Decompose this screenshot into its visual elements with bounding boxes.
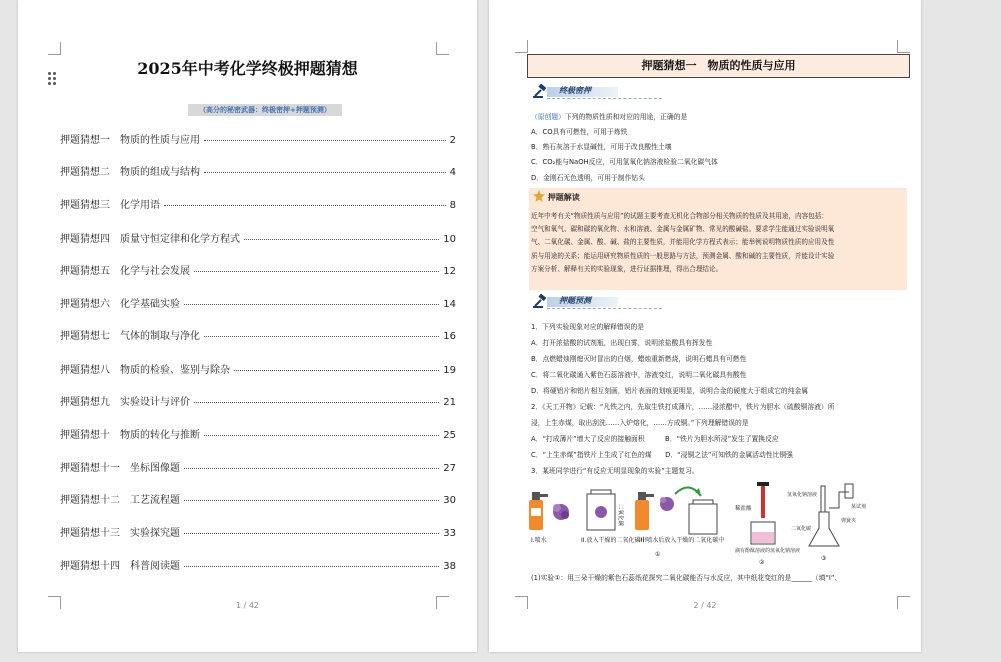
toc-entry[interactable]	[60, 163, 456, 178]
question-line: D．将硬铝片和铝片相互刻画，铝片表面的划痕更明显，说明合金的硬度大于组成它的纯金属	[531, 387, 809, 395]
toc-entry-label: 押题猜想四 质量守恒定律和化学方程式	[60, 234, 240, 245]
question-line: A．“打成薄片”增大了反应的接触面积 B．“铁片为胆水所浸”发生了置换反应	[531, 435, 779, 443]
toc-entry-label: 押题猜想十二 工艺流程题	[60, 495, 180, 506]
toc-leader-dots	[184, 566, 439, 567]
toc-entry[interactable]	[60, 196, 456, 211]
analysis-line: 方案分析、解释有关的实验现象，进行证据推理，得出合理结论。	[531, 264, 723, 273]
toc-leader-dots	[164, 205, 446, 206]
toc-entry-label: 押题猜想七 气体的制取与净化	[60, 331, 200, 342]
toc-entry-page: 4	[449, 167, 456, 178]
toc-entry-page: 16	[443, 331, 456, 342]
analysis-line: 近年中考有关“物质性质与应用”的试题主要考查无机化合物部分相关物质的性质及其用途，内容包括：	[531, 212, 828, 220]
figure-label: 二氧化碳	[617, 504, 623, 527]
toc-entry[interactable]	[60, 327, 456, 342]
toc-leader-dots	[184, 304, 439, 305]
original-tag: （原创题）	[531, 113, 565, 121]
toc-entry[interactable]	[60, 131, 456, 146]
toc-entry-page: 38	[443, 561, 456, 572]
analysis-title: 押题解读	[547, 193, 580, 202]
toc-leader-dots	[184, 468, 439, 469]
hammer-icon	[533, 294, 547, 308]
hammer-icon	[533, 84, 547, 98]
margin-corner	[515, 40, 528, 53]
toc-leader-dots	[204, 172, 446, 173]
toc-leader-dots	[204, 435, 439, 436]
experiment-figure	[529, 482, 869, 568]
analysis-line: 气、二氧化碳、金属、酸、碱、盐的主要性质，并能用化学方程式表示；能举例说明物质性质的应用及性	[531, 238, 835, 247]
figure-label: 稀盐酸	[735, 506, 752, 512]
spray-bottle-icon	[635, 492, 654, 530]
toc-entry[interactable]	[60, 262, 456, 277]
figure-label: 弹簧夹	[841, 518, 857, 524]
toc-entry-page: 30	[443, 495, 456, 506]
toc-leader-dots	[184, 500, 439, 501]
toc-entry[interactable]	[60, 459, 456, 474]
analysis-line: 空气和氧气、碳和碳的氧化物、水和溶液、金属与金属矿物、常见的酸碱盐。要求学生能通过实验说明氧	[531, 225, 835, 234]
toc-entry[interactable]	[60, 393, 456, 408]
toc-leader-dots	[234, 370, 439, 371]
toc-leader-dots	[244, 239, 439, 240]
document-page-2	[489, 0, 921, 652]
question-stem: （原创题）下列的物质性质和对应的用途，正确的是	[531, 113, 688, 121]
section-label-predict: 押题预测	[533, 294, 618, 308]
question-line: 2．《天工开物》记载：“凡铁之内，先取生铁打成薄片，……浸浓醋中，铁片为胆水（硫酸铜溶液）所	[531, 403, 835, 411]
figure-label: ③	[821, 555, 827, 562]
page-number: 2 / 42	[693, 601, 717, 610]
toc-entry-page: 19	[443, 365, 456, 376]
toc-entry-label: 押题猜想三 化学用语	[60, 200, 160, 211]
margin-corner	[48, 42, 61, 55]
question-line: (1)实验①：用三朵干燥的紫色石蕊纸花探究二氧化碳能否与水反应，其中纸花变红的是______（填“I”、	[531, 574, 842, 582]
star-icon	[533, 190, 545, 202]
toc-entry-label: 押题猜想九 实验设计与评价	[60, 397, 190, 408]
toc-entry-label: 押题猜想十一 坐标图像题	[60, 463, 180, 474]
toc-entry[interactable]	[60, 361, 456, 376]
toc-leader-dots	[204, 336, 439, 337]
toc-entry-label: 押题猜想一 物质的性质与应用	[60, 135, 200, 146]
figure-label: 滴有酚酞溶液的氢氧化钠溶液	[735, 548, 801, 554]
option-line: D．金刚石无色透明，可用于制作钻头	[531, 174, 645, 182]
question-line: C．“上生赤煤”指铁片上生成了红色的煤 D．“浸铜之法”可知铁的金属活动性比铜强	[531, 451, 793, 459]
margin-corner	[436, 42, 449, 55]
section-header: 押题猜想一 物质的性质与应用	[527, 54, 910, 78]
toc-leader-dots	[194, 402, 439, 403]
section-label-final: 终极密押	[533, 84, 618, 98]
question-line: 3．某班同学进行“有反应无明显现象的实验”主题复习。	[531, 467, 699, 475]
margin-corner	[897, 40, 910, 53]
toc-entry-label: 押题猜想十三 实验探究题	[60, 528, 180, 539]
question-line: A．打开浓盐酸的试剂瓶，出现白雾，说明浓盐酸具有挥发性	[531, 339, 713, 347]
toc-entry-label: 押题猜想十 物质的转化与推断	[60, 430, 200, 441]
question-line: B．点燃蜡烛刚熄灭时冒出的白烟，蜡烛重新燃烧，说明石蜡具有可燃性	[531, 355, 747, 363]
beaker-icon	[751, 522, 775, 544]
option-line: A．CO具有可燃性，可用于炼铁	[531, 128, 628, 136]
toc-entry-page: 27	[443, 463, 456, 474]
toc-entry-page: 14	[443, 299, 456, 310]
toc-entry[interactable]	[60, 491, 456, 506]
figure-label: II.放入干燥的二氧化碳中	[581, 537, 647, 544]
toc-entry-page: 12	[443, 266, 456, 277]
figure-label: 氢氧化钠溶液	[787, 492, 818, 498]
document-subtitle: （高分的秘密武器：终极密押+押题预测）	[188, 104, 342, 116]
toc-entry[interactable]	[60, 295, 456, 310]
toc-entry-page: 10	[443, 234, 456, 245]
figure-label: III.喷水后放入干燥的二氧化碳中	[639, 537, 725, 544]
question-line: C．将二氧化碳通入紫色石蕊溶液中，溶液变红，说明二氧化碳具有酸性	[531, 371, 747, 379]
flower-icon	[660, 497, 674, 511]
figure-label: 某试剂	[851, 504, 867, 510]
toc-entry[interactable]	[60, 230, 456, 245]
figure-label: 二氧化碳	[791, 526, 812, 532]
toc-entry-label: 押题猜想六 化学基础实验	[60, 299, 180, 310]
toc-leader-dots	[184, 533, 439, 534]
spray-bottle-icon	[529, 492, 548, 530]
option-line: C．CO₂能与NaOH反应，可用氢氧化钠溶液检验二氧化碳气体	[531, 158, 718, 166]
toc-entry-label: 押题猜想五 化学与社会发展	[60, 266, 190, 277]
document-page-1	[18, 0, 477, 652]
toc-leader-dots	[194, 271, 439, 272]
toc-entry[interactable]	[60, 426, 456, 441]
analysis-line: 质与用途的关系；能运用研究物质性质的一般思路与方法，预测金属、酸和碱的主要性质，并能设计实验	[531, 251, 835, 260]
toc-entry-page: 25	[443, 430, 456, 441]
page-number: 1 / 42	[235, 601, 260, 610]
toc-entry-page: 21	[443, 397, 456, 408]
figure-label: I.喷水	[531, 537, 547, 544]
toc-entry[interactable]	[60, 557, 456, 572]
toc-entry-page: 8	[449, 200, 456, 211]
figure-label: ①	[655, 551, 661, 558]
flower-icon	[553, 504, 569, 520]
toc-entry-label: 押题猜想八 物质的检验、鉴别与除杂	[60, 365, 230, 376]
analysis-box	[529, 188, 907, 290]
document-title: 2025年中考化学终极押题猜想	[137, 59, 358, 78]
toc-leader-dots	[204, 140, 446, 141]
option-line: B．熟石灰溶于水显碱性，可用于改良酸性土壤	[531, 143, 672, 151]
question-line: 浸，上生赤煤，取出刮洗……入炉熔化，……方成铜。”下列理解错误的是	[531, 419, 749, 427]
toc-entry-label: 押题猜想十四 科普阅读题	[60, 561, 180, 572]
toc-entry-page: 33	[443, 528, 456, 539]
toc-entry-label: 押题猜想二 物质的组成与结构	[60, 167, 200, 178]
toc-entry-page: 2	[449, 135, 456, 146]
figure-label: ②	[759, 559, 765, 566]
question-line: 1．下列实验现象对应的解释错误的是	[531, 323, 645, 331]
toc-entry[interactable]	[60, 524, 456, 539]
dropper-icon	[757, 482, 769, 518]
gas-jar-icon	[587, 490, 615, 530]
gas-jar-icon	[689, 500, 717, 534]
